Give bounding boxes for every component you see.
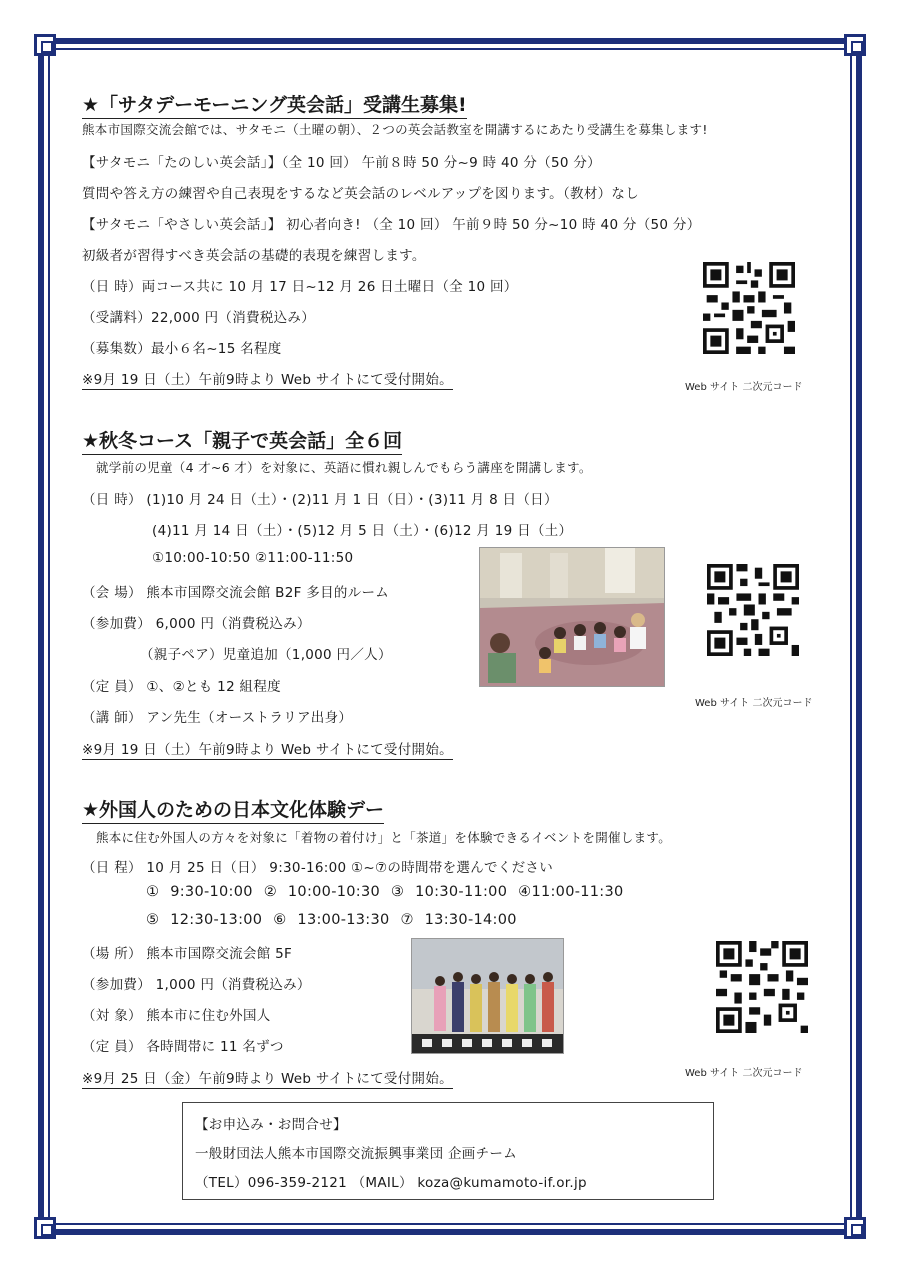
section3-fee: （参加費） 1,000 円（消費税込み） [82, 977, 311, 993]
section1-title: ★「サタデーモーニング英会話」受講生募集! [82, 90, 467, 119]
corner-ornament [844, 1217, 866, 1239]
section3-timeslots: ① 9:30-10:00 ② 10:00-10:30 ③ 10:30-11:00 ④11:00-11:30 [146, 884, 624, 900]
qr-code-icon[interactable] [716, 941, 808, 1033]
section3-timeslots: ⑤ 12:30-13:00 ⑥ 13:00-13:30 ⑦ 13:30-14:00 [146, 912, 517, 928]
contact-box [182, 1102, 714, 1200]
section2-dates: （日 時） (1)10 月 24 日（土）・(2)11 月 1 日（日）・(3)11 月 8 日（日） [82, 492, 558, 508]
qr-code-label: Web サイト 二次元コード [685, 1068, 803, 1079]
kimono-photo [411, 938, 564, 1054]
section1-fee: （受講料）22,000 円（消費税込み） [82, 310, 316, 326]
section3-notice: ※9月 25 日（金）午前9時より Web サイトにて受付開始。 [82, 1067, 453, 1089]
section3-target: （対 象） 熊本市に住む外国人 [82, 1008, 271, 1024]
section2-times: ①10:00-10:50 ②11:00-11:50 [152, 550, 354, 566]
section1-line: 【サタモニ「やさしい英会話」】 初心者向き! （全 10 回） 午前９時 50 分~10 時 40 分（50 分） [82, 217, 701, 233]
contact-organization: 一般財団法人熊本市国際交流振興事業団 企画チーム [195, 1146, 517, 1162]
qr-code-label: Web サイト 二次元コード [685, 382, 803, 393]
section2-venue: （会 場） 熊本市国際交流会館 B2F 多目的ルーム [82, 585, 390, 601]
section2-extra-fee: （親子ペア）児童追加（1,000 円／人） [140, 647, 392, 663]
section3-title: ★外国人のための日本文化体験デー [82, 795, 384, 824]
section1-schedule: （日 時）両コース共に 10 月 17 日~12 月 26 日土曜日（全 10 回） [82, 279, 518, 295]
section2-teacher: （講 師） アン先生（オーストラリア出身） [82, 710, 353, 726]
corner-ornament [34, 34, 56, 56]
section2-dates: (4)11 月 14 日（土）・(5)12 月 5 日（土）・(6)12 月 19 日（土） [152, 523, 573, 539]
qr-code-label: Web サイト 二次元コード [695, 698, 813, 709]
section1-notice: ※9月 19 日（土）午前9時より Web サイトにて受付開始。 [82, 368, 453, 390]
section1-line: 【サタモニ「たのしい英会話」】（全 10 回） 午前８時 50 分~9 時 40 分（50 分） [82, 155, 601, 171]
qr-code-icon[interactable] [703, 262, 795, 354]
section2-intro: 就学前の児童（4 才~6 才）を対象に、英語に慣れ親しんでもらう講座を開講します。 [96, 460, 592, 475]
section2-capacity: （定 員） ①、②とも 12 組程度 [82, 679, 281, 695]
corner-ornament [844, 34, 866, 56]
section3-schedule: （日 程） 10 月 25 日（日） 9:30-16:00 ①~⑦の時間帯を選んでください [82, 860, 554, 876]
section2-fee: （参加費） 6,000 円（消費税込み） [82, 616, 311, 632]
section3-intro: 熊本に住む外国人の方々を対象に「着物の着付け」と「茶道」を体験できるイベントを開催します。 [96, 830, 672, 845]
corner-ornament [34, 1217, 56, 1239]
section2-title: ★秋冬コース「親子で英会話」全６回 [82, 426, 402, 455]
section1-line: 質問や答え方の練習や自己表現をするなど英会話のレベルアップを図ります。（教材）なし [82, 186, 640, 202]
section2-notice: ※9月 19 日（土）午前9時より Web サイトにて受付開始。 [82, 738, 453, 760]
section1-line: 初級者が習得すべき英会話の基礎的表現を練習します。 [82, 248, 426, 264]
contact-tel-mail[interactable]: （TEL）096-359-2121 （MAIL） koza@kumamoto-if.or.jp [195, 1175, 587, 1191]
section1-capacity: （募集数）最小６名~15 名程度 [82, 341, 282, 357]
contact-heading: 【お申込み・お問合せ】 [195, 1117, 347, 1133]
class-photo [479, 547, 665, 687]
section1-line: 熊本市国際交流会館では、サタモニ（土曜の朝）、２つの英会話教室を開講するにあたり受講生を募集します! [82, 122, 708, 137]
section3-capacity: （定 員） 各時間帯に 11 名ずつ [82, 1039, 284, 1055]
qr-code-icon[interactable] [707, 564, 799, 656]
section3-venue: （場 所） 熊本市国際交流会館 5F [82, 946, 293, 962]
